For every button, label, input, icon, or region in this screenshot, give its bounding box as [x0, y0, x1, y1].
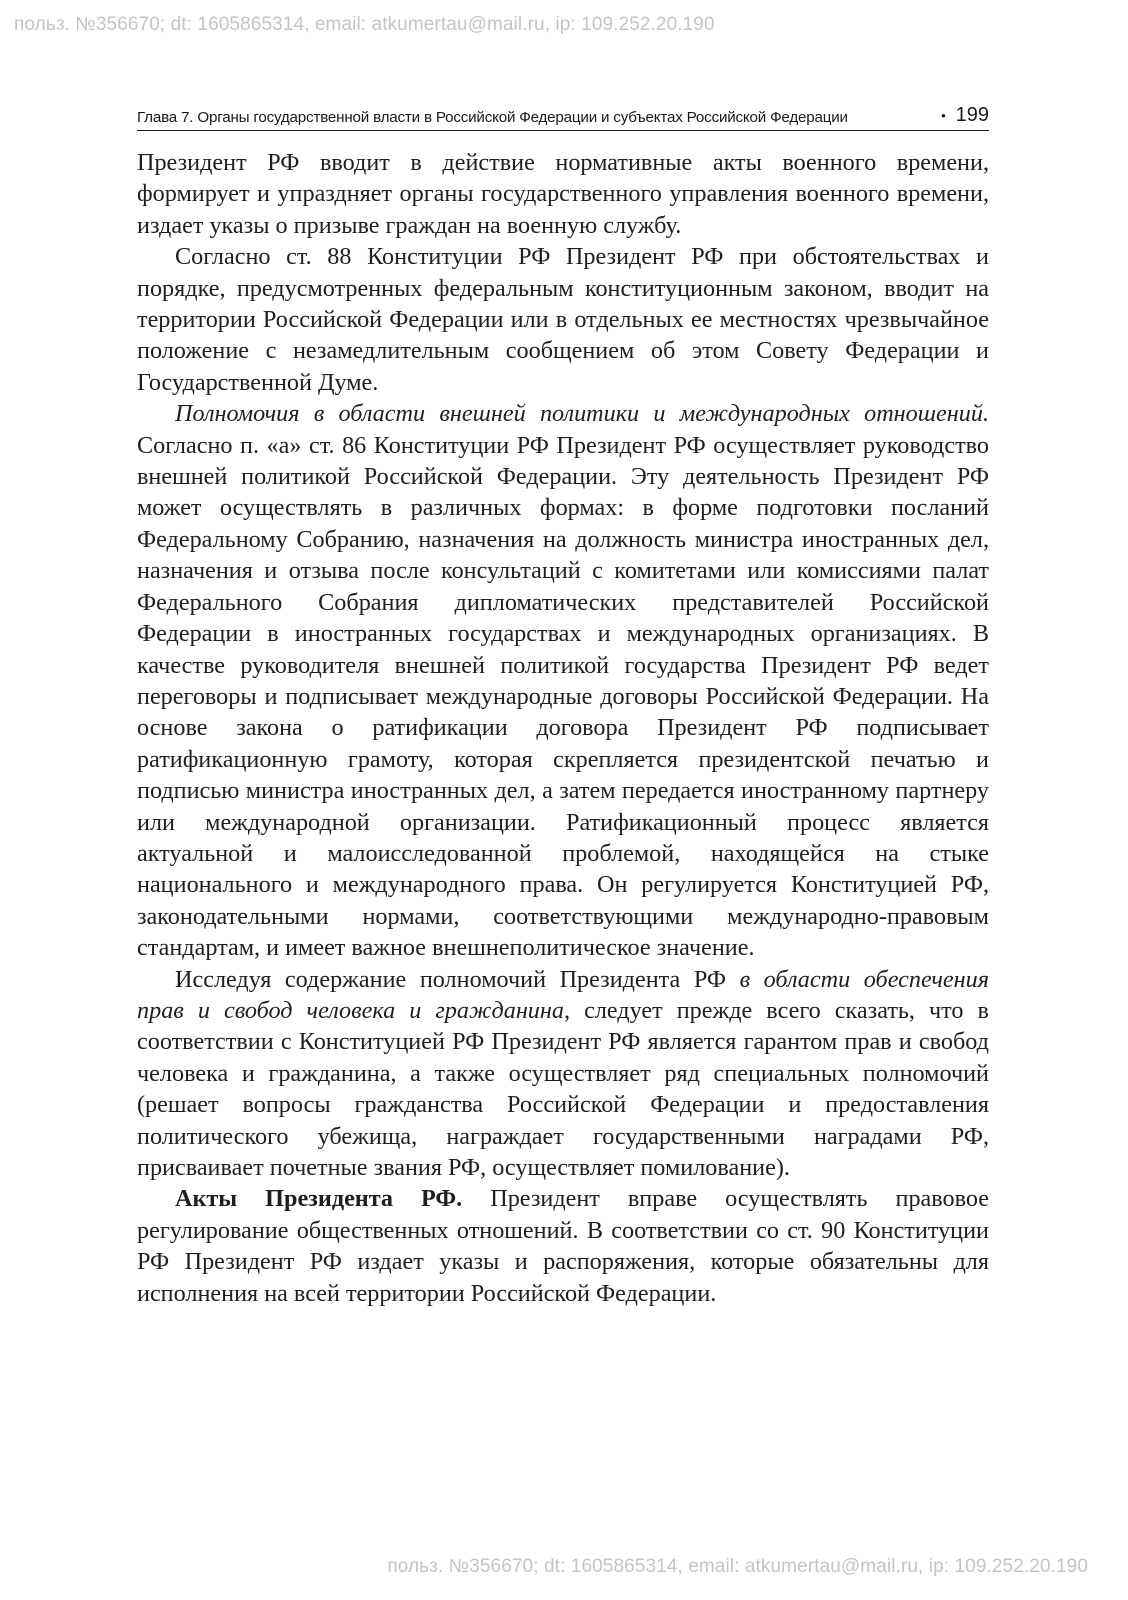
- page-number: 199: [955, 104, 989, 126]
- paragraph-1: Президент РФ вводит в действие нормативные акты военного времени, формирует и упраздняет органы государственного управления военного времени, издает указы о призыве граждан на военную службу.: [137, 149, 989, 239]
- bullet-icon: •: [941, 108, 946, 123]
- paragraph-3: [137, 398, 989, 963]
- paragraph-3-heading: Полномочия в области внешней политики и международных отношений.: [175, 400, 989, 428]
- paragraph-4-end: , следует прежде всего сказать, что в соответствии с Конституцией РФ Президент РФ является гарантом прав и свобод человека и гражданина, а также осуществляет ряд специальных полномочий (решает вопросы гражданства Российской Федерации и предоставления политического убежища, награждает государственными наградами РФ, присваивает почетные звания РФ, осуществляет помилование).: [137, 996, 989, 1181]
- page-number-group: [941, 104, 989, 126]
- running-header: [137, 104, 989, 131]
- paragraph-4-start: Исследуя содержание полномочий Президента РФ: [175, 965, 740, 993]
- paragraph-5-heading: Акты Президента РФ.: [175, 1185, 463, 1213]
- paragraph-2: Согласно ст. 88 Конституции РФ Президент РФ при обстоятельствах и порядке, предусмотренных федеральным конституционным законом, вводит на территории Российской Федерации или в отдельных ее местностях чрезвычайное положение с незамедлительным сообщением об этом Совету Федерации и Государственной Думе.: [137, 243, 989, 396]
- paragraph-3-text: Согласно п. «а» ст. 86 Конституции РФ Президент РФ осуществляет руководство внешней политикой Российской Федерации. Эту деятельность Президент РФ может осуществлять в различных формах: в форме подготовки посланий Федеральному Собранию, назначения на должность министра иностранных дел, назначения и отзыва после консультаций с комитетами или комиссиями палат Федерального Собрания дипломатических представителей Российской Федерации в иностранных государствах и международных организациях. В качестве руководителя внешней политикой государства Президент РФ ведет переговоры и подписывает международные договоры Российской Федерации. На основе закона о ратификации договора Президент РФ подписывает ратификационную грамоту, которая скрепляется президентской печатью и подписью министра иностранных дел, а затем передается иностранному партнеру или международной организации. Ратификационный процесс является актуальной и малоисследованной проблемой, находящейся на стыке национального и международного права. Он регулируется Конституцией РФ, законодательными нормами, соответствующими международно-правовым стандартам, и имеет важное внешнеполитическое значение.: [137, 431, 989, 962]
- paragraph-5: [137, 1183, 989, 1309]
- watermark-top: польз. №356670; dt: 1605865314, email: atkumertau@mail.ru, ip: 109.252.20.190: [14, 14, 715, 35]
- paragraph-4-italic: в области обеспечения прав и свобод человека и гражданина: [137, 965, 989, 1024]
- paragraph-4: [137, 964, 989, 1184]
- paragraph-5-text: Президент вправе осуществлять правовое регулирование общественных отношений. В соответствии со ст. 90 Конституции РФ Президент РФ издает указы и распоряжения, которые обязательны для исполнения на всей территории Российской Федерации.: [137, 1185, 990, 1307]
- book-page: [137, 104, 989, 1309]
- watermark-bottom: польз. №356670; dt: 1605865314, email: atkumertau@mail.ru, ip: 109.252.20.190: [387, 1556, 1088, 1577]
- body-text: [137, 147, 989, 1309]
- chapter-title: Глава 7. Органы государственной власти в Российской Федерации и субъектах Российской Федерации: [137, 109, 848, 126]
